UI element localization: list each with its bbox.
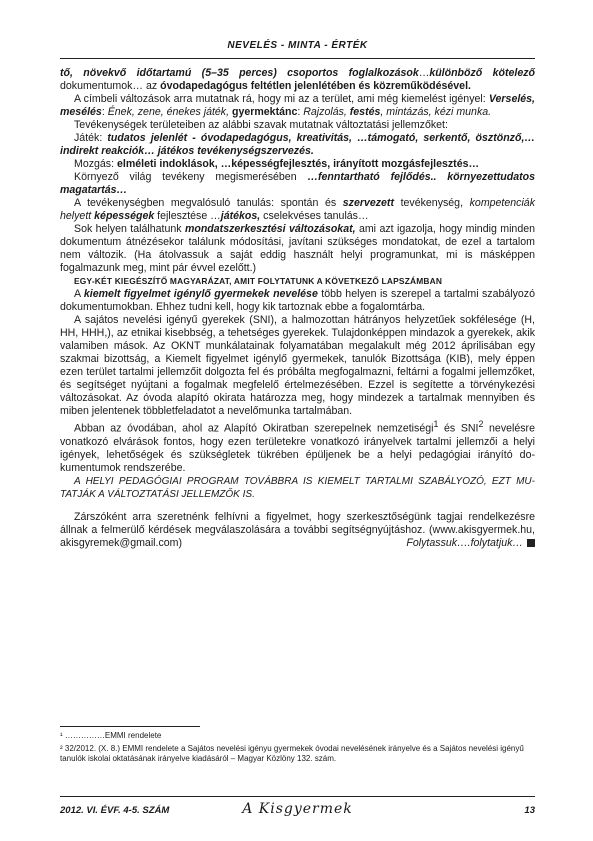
paragraph: Abban az óvodában, ahol az Alapító Okiratban szerepelnek nemzetiségi$^1$ és SNI$^2$ nevelésre vonatkozó elvárások fontos, hogy ezen területekre vonatkozó irányelvek tartalmi jellemzői a helyi igények, lehetőségek és szükségletek tükrében épüljenek be a helyi pedagógiai irányító dokumentumok rendszerébe.	[60, 419, 535, 474]
footnote-ref: 2	[478, 419, 484, 429]
issue-info: 2012. VI. ÉVF. 4-5. SZÁM	[60, 805, 170, 816]
footnotes	[60, 731, 535, 767]
footer-divider	[60, 796, 535, 797]
section-heading: EGY-KÉT KIEGÉSZÍTŐ MAGYARÁZAT, AMIT FOLYTATUNK A KÖVETKEZŐ LAPSZÁMBAN	[74, 276, 443, 286]
continued-note: Folytassuk….folytatjuk…	[406, 536, 523, 549]
footnote-divider	[60, 726, 200, 727]
closing-paragraph: Zárszóként arra szeretnénk felhívni a figyelmet, hogy szerkesztőségünk tagjai rendelkezésre állnak a felmerülő kérdések megválaszolására a további segítségnyújtáshoz. (www.akisgyermek.hu, akisgyremek@gmail.com) Folytassuk….folytatjuk…	[60, 510, 535, 549]
paragraph: Sok helyen találhatunk mondatszerkesztési változásokat, ami azt igazolja, hogy mindig minden dokumentum átnézésekor találunk módosítási, javítani szükséges mondatokat, de ezel a tartalom nem változik. (Ha átolvassuk a saját eddig használt helyi programunkat, mi is másképpen fogalmazunk meg, mint pár évvel ezelőtt.)	[60, 223, 535, 274]
emphasis-paragraph: A HELYI PEDAGÓGIAI PROGRAM TOVÁBBRA IS KIEMELT TARTALMI SZABÁLYOZÓ, EZT MUTATJÁK A VÁLTOZTATÁSI JELLEMZŐK IS.	[60, 475, 535, 500]
magazine-title: A Kisgyermek	[242, 801, 353, 817]
paragraph: A sajátos nevelési igényű gyerekek (SNI), a halmozottan hátrányos helyzetűek sokfélesége (H, HH, HHH,), az etnikai kisebbség, a tehetséges gyerekek. Tulajdonképpen mindazok a gyerekek, akik valamiben mások. Az OKNT munkálatainak folyamatában megalakult még 2012 áprilisában egy szakmai bizottság, a Kiemelt figyelmet igénylő gyermekek, tanulók Bizottsága (KIB), mely éppen ezen terület tartalmi jellemzőit dolgozta fel és próbálta megfogalmazni, feltárni a fogalmi jellemzőket, és segítséget nyújtani a fogalmak megfelelő értelmezésében. Ezzel is segítette a törvénykezési változásokat. Az óvoda alapító okirata határozza meg, hogy mindezek a tartalmak mennyiben és miben jelentenek többletfeladatot a nevelőmunka tartalmában.	[60, 314, 535, 417]
end-mark-icon	[527, 539, 535, 547]
paragraph: A kiemelt figyelmet igénylő gyermekek nevelése több helyen is szerepel a tartalmi szabályozó dokumentumokban. Ehhez tudni kell, hogy kik tartoznak ebbe a fogalomtárba.	[60, 288, 535, 313]
footnote: ² 32/2012. (X. 8.) EMMI rendelete a Sajátos nevelési igényu gyermekek óvodai nevelésének irányelve és a Sajátos nevelési igényű tanulók iskolai oktatásának irányelve kiadásáról – Magyar Közlöny 132. szám.	[60, 743, 524, 763]
footnote: ¹ ……………EMMI rendelete	[60, 731, 162, 740]
header-divider	[60, 58, 535, 59]
paragraph: Tevékenységek területeiben az alábbi szavak mutatnak változtatási jellemzőket:	[74, 119, 448, 131]
article-body	[60, 67, 535, 550]
running-header: NEVELÉS - MINTA - ÉRTÉK	[227, 40, 368, 51]
footnote-ref: 1	[433, 419, 439, 429]
paragraph: tő, növekvő időtartamú (5–35 perces) csoportos foglalkozások…különböző kötelező dokumentumok… az óvodapedagógus feltétlen jelenlétében és közreműködésével.	[60, 67, 535, 92]
paragraph: Mozgás: elméleti indoklások, …képességfejlesztés, irányított mozgásfejlesztés…	[74, 158, 480, 170]
paragraph: Játék: tudatos jelenlét - óvodapedagógus, kreativitás, …támogató, serkentő, ösztönző,… indirekt reakciók… játékos tevékenységszervezés.	[60, 132, 535, 157]
page-footer	[60, 802, 535, 818]
paragraph: Környező világ tevékeny megismerésében …fenntartható fejlődés.. környezettudatos magatartás…	[60, 171, 535, 196]
paragraph: A tevékenységben megvalósuló tanulás: spontán és szervezett tevékenység, kompetenciák helyett képességek fejlesztése …játékos, cselekvéses tanulás…	[60, 197, 535, 222]
paragraph: A címbeli változások arra mutatnak rá, hogy mi az a terület, ami még kiemelést igényel: Verselés, mesélés: Ének, zene, énekes játék, gyermektánc: Rajzolás, festés, mintázás, kézi munka.	[60, 93, 535, 118]
page-number: 13	[524, 805, 535, 816]
